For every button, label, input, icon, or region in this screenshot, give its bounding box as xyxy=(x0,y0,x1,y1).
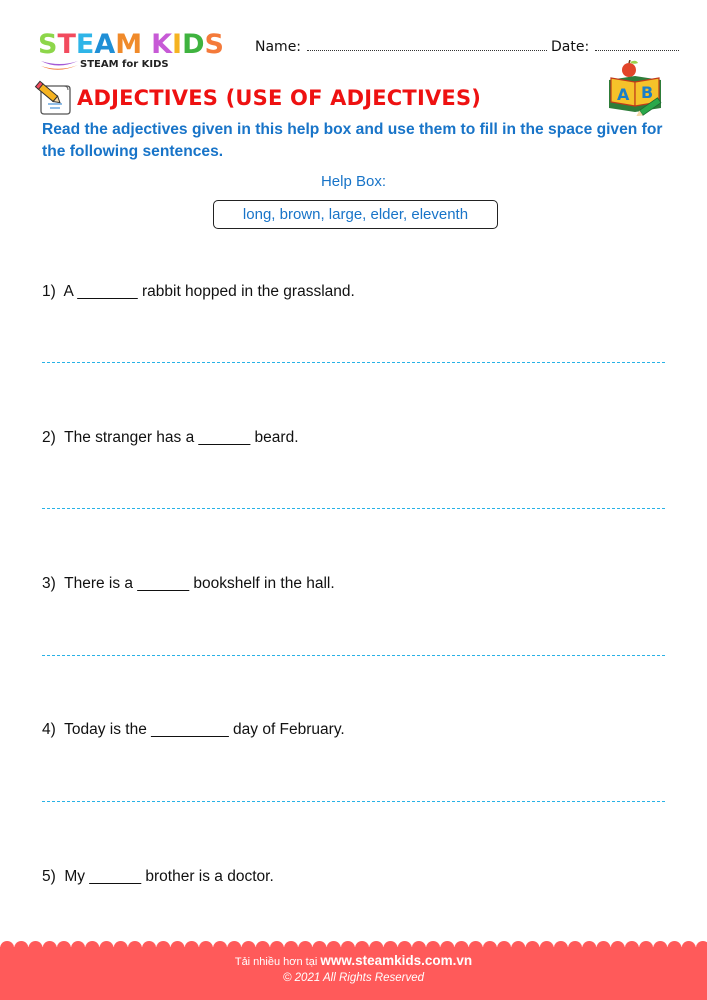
steam-kids-logo xyxy=(38,30,238,72)
pencil-paper-icon xyxy=(34,80,74,116)
question-1: 1) A _______ rabbit hopped in the grassland. xyxy=(42,283,355,300)
instructions-text: Read the adjectives given in this help box and use them to fill in the space given for the following sentences. xyxy=(42,121,663,160)
logo-letter: M xyxy=(115,29,143,60)
answer-line-1[interactable] xyxy=(42,362,665,363)
answer-line-2[interactable] xyxy=(42,508,665,509)
logo-letter: E xyxy=(75,29,95,60)
svg-text:B: B xyxy=(641,83,654,102)
logo-wordmark xyxy=(38,30,224,60)
footer-download-text xyxy=(0,953,707,968)
footer-url-link[interactable]: www.steamkids.com.vn xyxy=(320,953,473,968)
question-2: 2) The stranger has a ______ beard. xyxy=(42,429,299,446)
help-box: long, brown, large, elder, eleventh xyxy=(213,200,498,229)
footer-prefix: Tải nhiều hơn tại xyxy=(234,956,321,968)
logo-letter: S xyxy=(204,29,224,60)
logo-letter: D xyxy=(182,29,205,60)
question-5: 5) My ______ brother is a doctor. xyxy=(42,868,274,885)
logo-letter: I xyxy=(172,29,183,60)
question-3: 3) There is a ______ bookshelf in the hall. xyxy=(42,575,335,592)
help-box-label: Help Box: xyxy=(320,173,387,190)
logo-tagline: STEAM for KIDS xyxy=(80,59,169,70)
smile-swoosh-icon xyxy=(40,58,80,74)
logo-letter: A xyxy=(94,29,116,60)
logo-letter: K xyxy=(151,29,173,60)
svg-text:A: A xyxy=(617,85,630,104)
worksheet-title: ADJECTIVES (USE OF ADJECTIVES) xyxy=(77,86,482,110)
logo-letter: T xyxy=(57,29,76,60)
answer-line-4[interactable] xyxy=(42,801,665,802)
name-label: Name: xyxy=(255,39,302,55)
date-line[interactable] xyxy=(595,38,679,51)
answer-line-3[interactable] xyxy=(42,655,665,656)
name-line[interactable] xyxy=(307,38,547,51)
question-4: 4) Today is the _________ day of February. xyxy=(42,721,345,738)
date-label: Date: xyxy=(551,39,590,55)
date-field[interactable] xyxy=(551,38,679,55)
logo-letter: S xyxy=(38,29,58,60)
footer-copyright: © 2021 All Rights Reserved xyxy=(282,972,424,984)
name-field[interactable] xyxy=(255,38,547,55)
abc-book-icon xyxy=(605,60,667,116)
